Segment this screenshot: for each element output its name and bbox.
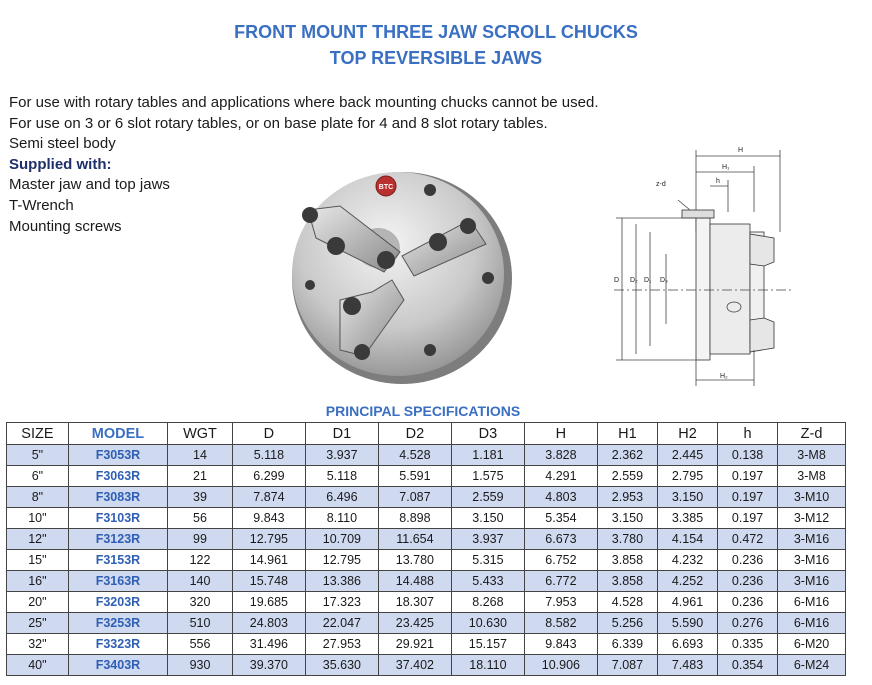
table-cell: 3-M8 (778, 466, 846, 487)
col-header: D1 (305, 423, 378, 445)
description-line: For use on 3 or 6 slot rotary tables, or on base plate for 4 and 8 slot rotary tables. (9, 114, 548, 132)
table-cell: 6.772 (524, 571, 597, 592)
table-cell: 0.138 (718, 445, 778, 466)
table-cell: 0.276 (718, 613, 778, 634)
col-header: D3 (451, 423, 524, 445)
table-cell: 14 (168, 445, 233, 466)
model-cell: F3163R (68, 571, 167, 592)
table-cell: 140 (168, 571, 233, 592)
table-cell: 6-M20 (778, 634, 846, 655)
table-cell: 5.433 (451, 571, 524, 592)
table-cell: 17.323 (305, 592, 378, 613)
table-cell: 4.528 (378, 445, 451, 466)
table-cell: 0.236 (718, 592, 778, 613)
table-cell: 10" (7, 508, 69, 529)
model-cell: F3203R (68, 592, 167, 613)
table-cell: 5.256 (597, 613, 657, 634)
dim-label-H1: H₁ (722, 164, 730, 171)
table-cell: 0.197 (718, 508, 778, 529)
table-cell: 8.110 (305, 508, 378, 529)
table-cell: 9.843 (232, 508, 305, 529)
table-cell: 3.858 (597, 550, 657, 571)
table-cell: 13.386 (305, 571, 378, 592)
model-cell: F3103R (68, 508, 167, 529)
table-cell: 39.370 (232, 655, 305, 676)
description-line: Semi steel body (9, 135, 116, 153)
model-cell: F3083R (68, 487, 167, 508)
table-cell: 6.752 (524, 550, 597, 571)
table-row (7, 571, 846, 592)
table-cell: 12" (7, 529, 69, 550)
table-cell: 8.898 (378, 508, 451, 529)
col-header: SIZE (7, 423, 69, 445)
model-cell: F3253R (68, 613, 167, 634)
table-cell: 6.299 (232, 466, 305, 487)
model-cell: F3123R (68, 529, 167, 550)
table-row (7, 655, 846, 676)
table-cell: 39 (168, 487, 233, 508)
table-cell: 3.150 (597, 508, 657, 529)
table-cell: 4.252 (657, 571, 717, 592)
supplied-with-label: Supplied with: (9, 155, 112, 173)
table-cell: 8.582 (524, 613, 597, 634)
table-cell: 5.591 (378, 466, 451, 487)
table-cell: 5.118 (305, 466, 378, 487)
table-cell: 510 (168, 613, 233, 634)
table-cell: 2.953 (597, 487, 657, 508)
table-row (7, 466, 846, 487)
table-cell: 2.559 (451, 487, 524, 508)
dim-label-h: h (716, 178, 720, 185)
table-cell: 15.748 (232, 571, 305, 592)
table-cell: 3.150 (451, 508, 524, 529)
table-cell: 6.496 (305, 487, 378, 508)
table-cell: 27.953 (305, 634, 378, 655)
table-cell: 6" (7, 466, 69, 487)
table-row (7, 508, 846, 529)
table-cell: 12.795 (232, 529, 305, 550)
table-cell: 12.795 (305, 550, 378, 571)
table-cell: 3-M16 (778, 529, 846, 550)
model-cell: F3053R (68, 445, 167, 466)
table-cell: 24.803 (232, 613, 305, 634)
table-cell: 5.354 (524, 508, 597, 529)
table-cell: 3.858 (597, 571, 657, 592)
table-cell: 37.402 (378, 655, 451, 676)
table-cell: 7.874 (232, 487, 305, 508)
table-cell: 10.630 (451, 613, 524, 634)
table-cell: 3-M12 (778, 508, 846, 529)
table-cell: 6-M16 (778, 613, 846, 634)
col-header: H2 (657, 423, 717, 445)
table-cell: 2.559 (597, 466, 657, 487)
table-cell: 0.472 (718, 529, 778, 550)
chuck-technical-drawing (604, 142, 824, 392)
col-header: D (232, 423, 305, 445)
col-header: Z-d (778, 423, 846, 445)
dim-label-H2: H₂ (720, 373, 728, 380)
table-cell: 2.795 (657, 466, 717, 487)
table-cell: 29.921 (378, 634, 451, 655)
table-cell: 3-M10 (778, 487, 846, 508)
col-header: h (718, 423, 778, 445)
table-cell: 6-M16 (778, 592, 846, 613)
dim-label-D2: D₂ (630, 277, 638, 284)
specs-header-row (7, 423, 846, 445)
table-cell: 6-M24 (778, 655, 846, 676)
table-cell: 15.157 (451, 634, 524, 655)
table-cell: 122 (168, 550, 233, 571)
table-cell: 32" (7, 634, 69, 655)
table-cell: 0.236 (718, 550, 778, 571)
table-cell: 2.362 (597, 445, 657, 466)
table-cell: 0.197 (718, 487, 778, 508)
table-cell: 19.685 (232, 592, 305, 613)
table-row (7, 634, 846, 655)
table-cell: 2.445 (657, 445, 717, 466)
col-header: H1 (597, 423, 657, 445)
table-cell: 4.528 (597, 592, 657, 613)
table-cell: 15" (7, 550, 69, 571)
page-title: FRONT MOUNT THREE JAW SCROLL CHUCKS (234, 22, 638, 42)
description-line: For use with rotary tables and applications where back mounting chucks cannot be used. (9, 94, 599, 111)
supplied-item: Mounting screws (9, 217, 122, 235)
dim-label-zd: z-d (656, 181, 666, 188)
model-cell: F3153R (68, 550, 167, 571)
table-row (7, 445, 846, 466)
table-cell: 3.937 (451, 529, 524, 550)
table-cell: 4.154 (657, 529, 717, 550)
table-cell: 0.236 (718, 571, 778, 592)
table-cell: 7.953 (524, 592, 597, 613)
table-cell: 11.654 (378, 529, 451, 550)
supplied-item: T-Wrench (9, 196, 74, 214)
table-cell: 99 (168, 529, 233, 550)
table-row (7, 529, 846, 550)
table-row (7, 550, 846, 571)
col-header: H (524, 423, 597, 445)
table-cell: 40" (7, 655, 69, 676)
table-cell: 56 (168, 508, 233, 529)
table-cell: 8" (7, 487, 69, 508)
chuck-photo (280, 160, 520, 392)
col-header: WGT (168, 423, 233, 445)
table-cell: 1.575 (451, 466, 524, 487)
table-cell: 0.335 (718, 634, 778, 655)
table-cell: 4.961 (657, 592, 717, 613)
table-cell: 3.780 (597, 529, 657, 550)
table-cell: 18.110 (451, 655, 524, 676)
table-cell: 3-M16 (778, 571, 846, 592)
table-cell: 4.803 (524, 487, 597, 508)
table-cell: 18.307 (378, 592, 451, 613)
table-cell: 16" (7, 571, 69, 592)
table-cell: 3.385 (657, 508, 717, 529)
table-cell: 6.693 (657, 634, 717, 655)
table-cell: 7.087 (378, 487, 451, 508)
brand-logo: BTC (378, 184, 394, 191)
table-cell: 8.268 (451, 592, 524, 613)
table-cell: 20" (7, 592, 69, 613)
dim-label-D3: D₃ (660, 277, 668, 284)
table-cell: 10.709 (305, 529, 378, 550)
table-cell: 23.425 (378, 613, 451, 634)
table-cell: 5.315 (451, 550, 524, 571)
dim-label-D: D (614, 277, 620, 284)
table-cell: 7.087 (597, 655, 657, 676)
table-cell: 13.780 (378, 550, 451, 571)
col-header: D2 (378, 423, 451, 445)
table-cell: 9.843 (524, 634, 597, 655)
page-subtitle: TOP REVERSIBLE JAWS (329, 48, 543, 68)
table-cell: 31.496 (232, 634, 305, 655)
table-cell: 7.483 (657, 655, 717, 676)
table-cell: 6.339 (597, 634, 657, 655)
table-cell: 556 (168, 634, 233, 655)
supplied-item: Master jaw and top jaws (9, 176, 170, 194)
table-cell: 14.488 (378, 571, 451, 592)
table-cell: 3-M16 (778, 550, 846, 571)
table-cell: 5.590 (657, 613, 717, 634)
table-row (7, 592, 846, 613)
table-cell: 25" (7, 613, 69, 634)
table-cell: 930 (168, 655, 233, 676)
specs-body (7, 445, 846, 676)
table-cell: 0.197 (718, 466, 778, 487)
model-cell: F3403R (68, 655, 167, 676)
table-cell: 1.181 (451, 445, 524, 466)
specs-title: PRINCIPAL SPECIFICATIONS (325, 403, 521, 419)
table-cell: 4.291 (524, 466, 597, 487)
table-cell: 3.150 (657, 487, 717, 508)
col-header: MODEL (68, 423, 167, 445)
table-cell: 5" (7, 445, 69, 466)
model-cell: F3063R (68, 466, 167, 487)
table-cell: 5.118 (232, 445, 305, 466)
table-cell: 10.906 (524, 655, 597, 676)
table-cell: 6.673 (524, 529, 597, 550)
table-row (7, 487, 846, 508)
table-cell: 3-M8 (778, 445, 846, 466)
table-cell: 21 (168, 466, 233, 487)
dim-label-D1: D₁ (644, 277, 652, 284)
table-cell: 4.232 (657, 550, 717, 571)
dim-label-H: H (738, 147, 744, 154)
table-cell: 3.937 (305, 445, 378, 466)
model-cell: F3323R (68, 634, 167, 655)
table-row (7, 613, 846, 634)
table-cell: 320 (168, 592, 233, 613)
specs-table (6, 422, 846, 676)
table-cell: 14.961 (232, 550, 305, 571)
table-cell: 35.630 (305, 655, 378, 676)
table-cell: 3.828 (524, 445, 597, 466)
table-cell: 0.354 (718, 655, 778, 676)
table-cell: 22.047 (305, 613, 378, 634)
